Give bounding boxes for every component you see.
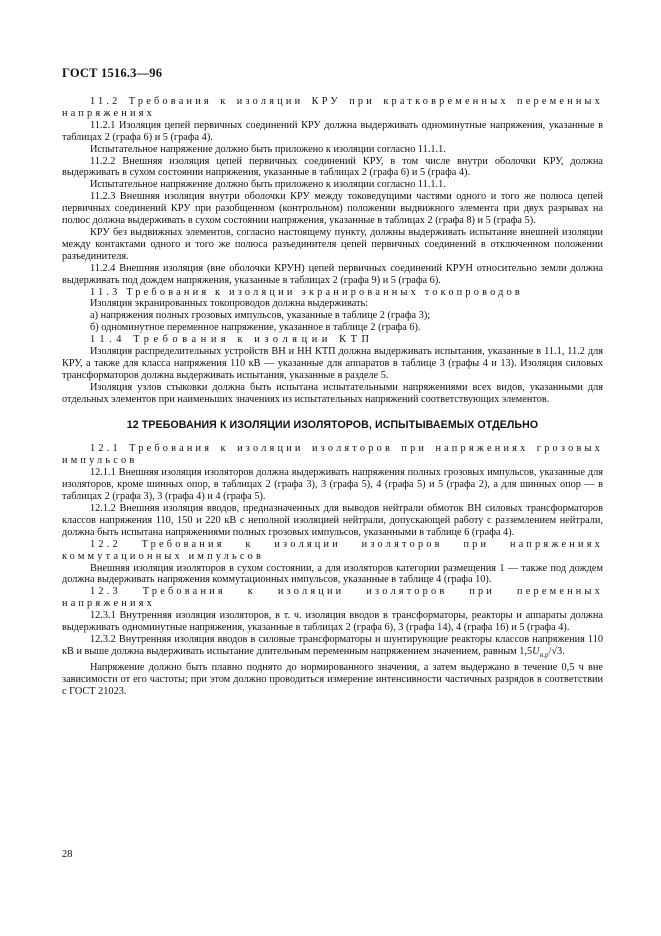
paragraph: КРУ без выдвижных элементов, согласно настоящему пункту, должны выдерживать испытание внешней изоляции между контактами одного и того же полюса разъединителя цепей первичных соединений в отключенном положении разъединителя. xyxy=(62,226,603,262)
subsection-heading-12-2: 12.2 Требования к изоляции изоляторов при напряжениях коммутационных импульсов xyxy=(62,538,603,562)
paragraph: Напряжение должно быть плавно поднято до нормированного значения, а затем выдержано в течение 0,5 ч вне зависимости от его частоты; при этом должно проводиться измерение интенсивности частичных разрядов в соответствии с ГОСТ 21023. xyxy=(62,661,603,697)
paragraph-11-2-1: 11.2.1 Изоляция цепей первичных соединений КРУ должна выдерживать одноминутные напряжения, указанные в таблицах 2 (графа 6) и 5 (графа 4). xyxy=(62,119,603,143)
formula-coefficient: 1,5 xyxy=(519,645,533,657)
paragraph: Испытательное напряжение должно быть приложено к изоляции согласно 11.1.1. xyxy=(90,179,446,191)
paragraph-text: 12.3.2 Внутренняя изоляция вводов в силовые трансформаторы и шунтирующие реакторы классов напряжения 110 кВ и выше должна выдерживать испытание длительным переменным напряжением значением, равным xyxy=(62,633,603,657)
list-item-a: а) напряжения полных грозовых импульсов, указанные в таблице 2 (графа 3); xyxy=(90,310,431,322)
paragraph-11-2-3: 11.2.3 Внешняя изоляция внутри оболочки КРУ между токоведущими частями одного и того же полюса цепей первичных соединений КРУ при разобщенном (контрольном) положении выдвижного элемента при двух разрывах на полюс должна выдерживать в сухом состоянии напряжения, указанные в таблицах 2 (графа 8) и 5 (графа 5). xyxy=(62,191,603,227)
paragraph-12-3-1: 12.3.1 Внутренняя изоляция изоляторов, в т. ч. изоляция вводов в трансформаторы, реакторы и аппараты должна выдерживать одноминутные напряжения, указанные в таблицах 2 (графа 6), 3 (графа 14), 4 (графа 16) и 5 (графа 4). xyxy=(62,610,603,634)
document-body xyxy=(62,96,603,698)
subsection-heading-11-2: 11.2 Требования к изоляции КРУ при кратковременных переменных напряжениях xyxy=(62,96,603,119)
paragraph: Изоляция распределительных устройств ВН и НН КТП должна выдерживать испытания, указанные в 11.1, 11.2 для КРУ, а также для класса напряжения 110 кВ — указанные для аппаратов в таблице 3 (графы 4 и 13). Изоляция силовых трансформаторов должна выдерживать испытания, указанные в разделе 5. xyxy=(62,346,603,381)
paragraph-12-1-2: 12.1.2 Внешняя изоляция вводов, предназначенных для выводов нейтрали обмоток ВН силовых трансформаторов классов напряжения 110, 150 и 220 кВ с неполной изоляцией нейтрали, допускающей работу с разземлением нейтрали, должна быть испытана напряжениями полных грозовых импульсов, указанными в таблице 6 (графа 4). xyxy=(62,503,603,538)
page-number: 28 xyxy=(62,849,73,860)
paragraph: Испытательное напряжение должно быть приложено к изоляции согласно 11.1.1. xyxy=(90,143,446,155)
standard-header: ГОСТ 1516.3—96 xyxy=(62,66,163,80)
formula-subscript: н.р xyxy=(539,650,549,659)
formula-divisor: /√3. xyxy=(548,645,565,657)
section-heading-12: 12 ТРЕБОВАНИЯ К ИЗОЛЯЦИИ ИЗОЛЯТОРОВ, ИСПЫТЫВАЕМЫХ ОТДЕЛЬНО xyxy=(126,418,539,431)
paragraph: Внешняя изоляция изоляторов в сухом состоянии, а для изоляторов категории размещения 1 — также под дождем должна выдерживать напряжения коммутационных импульсов, указанные в таблице 4 (графа 10). xyxy=(62,562,603,586)
subsection-heading-12-1: 12.1 Требования к изоляции изоляторов при напряжениях грозовых импульсов xyxy=(62,443,603,467)
paragraph: Изоляция экранированных токопроводов должна выдерживать: xyxy=(90,298,369,310)
paragraph: Изоляция узлов стыковки должна быть испытана испытательными напряжениями всех видов, указанными для отдельных элементов при наименьших значениях из испытательных напряжений соответствующих элементов. xyxy=(62,381,603,405)
subsection-heading-12-3: 12.3 Требования к изоляции изоляторов при переменных напряжениях xyxy=(62,586,603,610)
paragraph-11-2-2: 11.2.2 Внешняя изоляция цепей первичных соединений КРУ, в том числе внутри оболочки КРУ, должна выдерживать в сухом состоянии напряжения, указанные в таблицах 2 (графа 6) и 5 (графа 4). xyxy=(62,155,603,179)
subsection-heading-11-4: 11.4 Требования к изоляции КТП xyxy=(90,334,374,346)
list-item-b: б) одноминутное переменное напряжение, указанное в таблице 2 (графа 6). xyxy=(90,322,421,334)
subsection-heading-11-3: 11.3 Требования к изоляции экранированных токопроводов xyxy=(90,286,523,298)
paragraph-11-2-4: 11.2.4 Внешняя изоляция (вне оболочки КРУН) цепей первичных соединений КРУН относительно земли должна выдерживать под дождем напряжения, указанные в таблицах 2 (графа 9) и 5 (графа 6). xyxy=(62,262,603,286)
paragraph-12-1-1: 12.1.1 Внешняя изоляция изоляторов должна выдерживать напряжения полных грозовых импульсов, указанные для изоляторов, кроме шинных опор, в таблицах 2 (графа 3), 3 (графа 5), 4 (графа 5) и 5 (графа 2), а для шинных опор — в таблицах 2 (графа 3), 3 (графа 4) и 4 (графа 5). xyxy=(62,467,603,503)
paragraph-12-3-2 xyxy=(62,634,603,662)
formula-symbol: U xyxy=(532,645,540,657)
